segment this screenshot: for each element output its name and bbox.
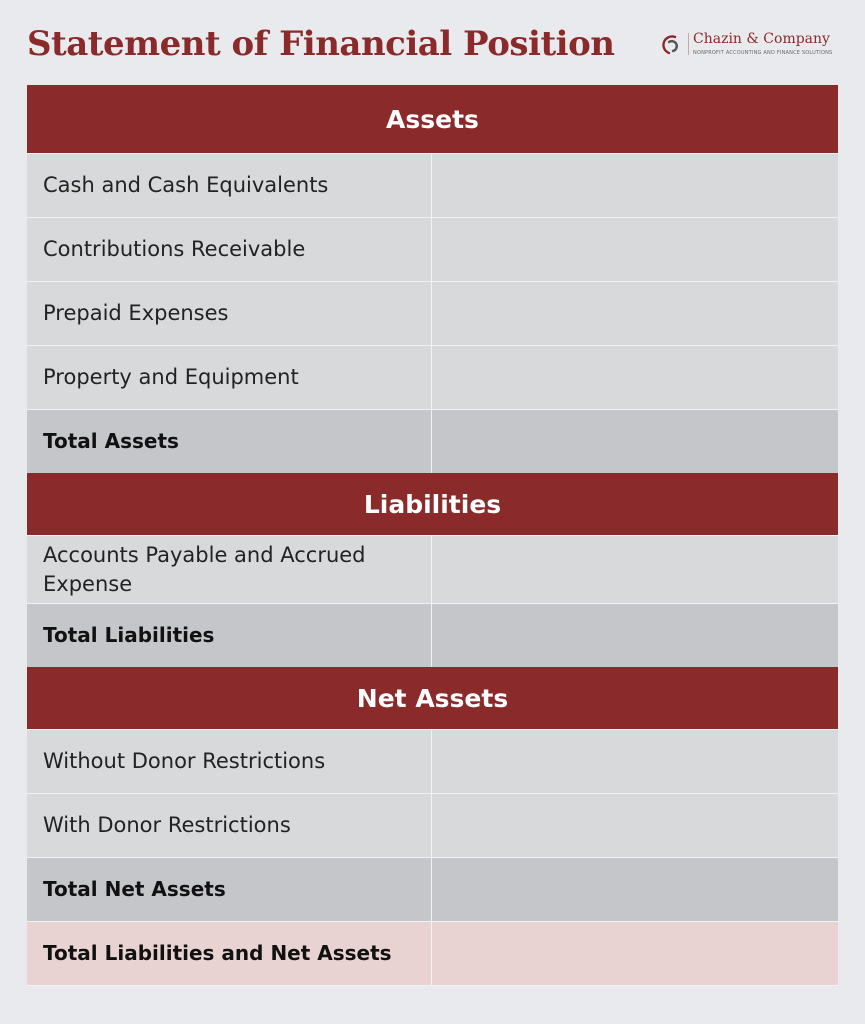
section-header-net-assets: Net Assets bbox=[27, 667, 838, 729]
row-label: Total Assets bbox=[27, 410, 432, 473]
grand-total-row bbox=[27, 921, 838, 985]
row-value bbox=[432, 218, 838, 281]
row-value bbox=[432, 536, 838, 603]
row-label: Cash and Cash Equivalents bbox=[27, 154, 432, 217]
row-label: Prepaid Expenses bbox=[27, 282, 432, 345]
row-value bbox=[432, 154, 838, 217]
logo-tagline: NONPROFIT ACCOUNTING AND FINANCE SOLUTIONS bbox=[693, 50, 833, 56]
row-value bbox=[432, 794, 838, 857]
row-label: Contributions Receivable bbox=[27, 218, 432, 281]
row-label: With Donor Restrictions bbox=[27, 794, 432, 857]
row-label: Total Liabilities and Net Assets bbox=[27, 922, 432, 985]
row-label: Total Liabilities bbox=[27, 604, 432, 667]
company-logo bbox=[660, 31, 840, 61]
logo-name: Chazin & Company bbox=[693, 31, 830, 47]
table-bottom-border bbox=[27, 985, 838, 986]
row-value bbox=[432, 410, 838, 473]
table-row bbox=[27, 281, 838, 345]
row-label: Property and Equipment bbox=[27, 346, 432, 409]
page-title: Statement of Financial Position bbox=[27, 24, 615, 64]
row-value bbox=[432, 604, 838, 667]
row-value bbox=[432, 858, 838, 921]
row-value bbox=[432, 922, 838, 985]
logo-mark-icon bbox=[660, 33, 684, 57]
row-label: Accounts Payable and Accrued Expense bbox=[27, 536, 432, 603]
row-value bbox=[432, 346, 838, 409]
total-net-assets-row bbox=[27, 857, 838, 921]
table-row bbox=[27, 793, 838, 857]
table-row bbox=[27, 729, 838, 793]
row-value bbox=[432, 282, 838, 345]
total-assets-row bbox=[27, 409, 838, 473]
table-row bbox=[27, 345, 838, 409]
total-liabilities-row bbox=[27, 603, 838, 667]
section-header-assets: Assets bbox=[27, 85, 838, 153]
table-row bbox=[27, 217, 838, 281]
table-row bbox=[27, 153, 838, 217]
row-label: Total Net Assets bbox=[27, 858, 432, 921]
section-header-liabilities: Liabilities bbox=[27, 473, 838, 535]
row-value bbox=[432, 730, 838, 793]
logo-divider bbox=[688, 33, 689, 55]
table-row bbox=[27, 535, 838, 603]
row-label: Without Donor Restrictions bbox=[27, 730, 432, 793]
financial-position-table bbox=[27, 85, 838, 986]
